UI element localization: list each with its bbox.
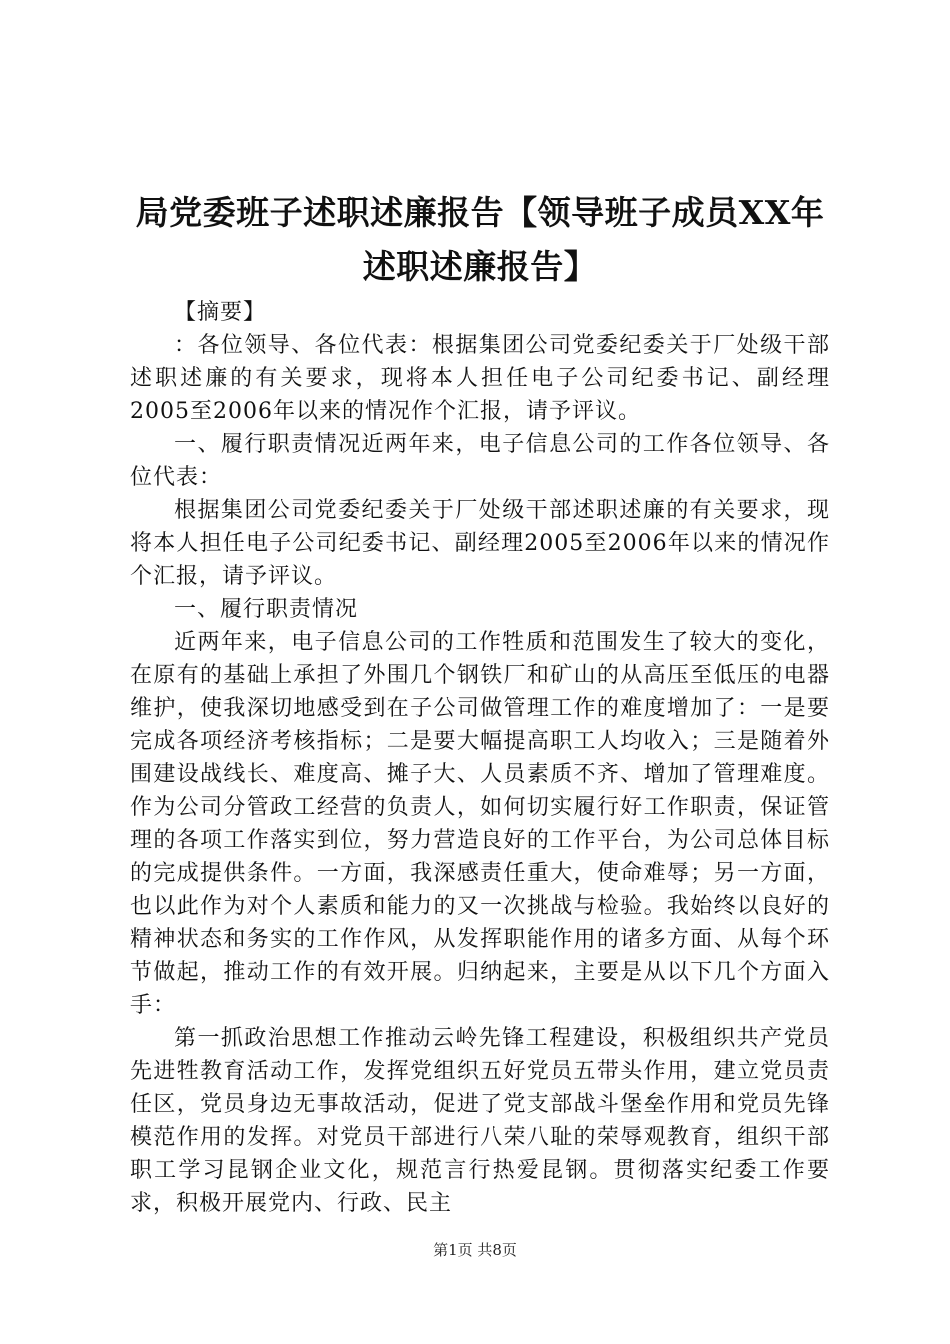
paragraph-5: 近两年来，电子信息公司的工作牲质和范围发生了较大的变化，在原有的基础上承担了外围几个钢铁厂和矿山的从高压至低压的电器维护，使我深切地感受到在子公司做管理工作的难度增加了：一是要完成各项经济考核指标；二是要大幅提高职工人均收入；三是随着外围建设战线长、难度高、摊子大、人员素质不齐、增加了管理难度。作为公司分管政工经营的负责人，如何切实履行好工作职责，保证管理的各项工作落实到位，努力营造良好的工作平台，为公司总体目标的完成提供条件。一方面，我深感责任重大，使命难辱；另一方面，也以此作为对个人素质和能力的又一次挑战与检验。我始终以良好的精神状态和务实的工作作风，从发挥职能作用的诸多方面、从每个环节做起，推动工作的有效开展。归纳起来，主要是从以下几个方面入手： (130, 630, 830, 1018)
page-footer: 第1页 共8页 (433, 1241, 517, 1259)
paragraph-1: ：各位领导、各位代表：根据集团公司党委纪委关于厂处级干部述职述廉的有关要求，现将本人担任电子公司纪委书记、副经理2005至2006年以来的情况作个汇报，请予评议。 (130, 333, 830, 424)
abstract-label: 【摘要】 (174, 300, 267, 325)
paragraph-3: 根据集团公司党委纪委关于厂处级干部述职述廉的有关要求，现将本人担任电子公司纪委书记、副经理2005至2006年以来的情况作个汇报，请予评议。 (130, 498, 830, 589)
document-title: 局党委班子述职述廉报告【领导班子成员XX年述职述廉报告】 (135, 193, 825, 286)
document-body (130, 296, 830, 1220)
paragraph-6: 第一抓政治思想工作推动云岭先锋工程建设，积极组织共产党员先进牲教育活动工作，发挥党组织五好党员五带头作用，建立党员责任区，党员身边无事故活动，促进了党支部战斗堡垒作用和党员先锋模范作用的发挥。对党员干部进行八荣八耻的荣辱观教育，组织干部职工学习昆钢企业文化，规范言行热爱昆钢。贯彻落实纪委工作要求，积极开展党内、行政、民主 (130, 1026, 830, 1216)
section-heading: 一、履行职责情况 (174, 597, 359, 622)
paragraph-2: 一、履行职责情况近两年来，电子信息公司的工作各位领导、各位代表： (130, 432, 830, 490)
